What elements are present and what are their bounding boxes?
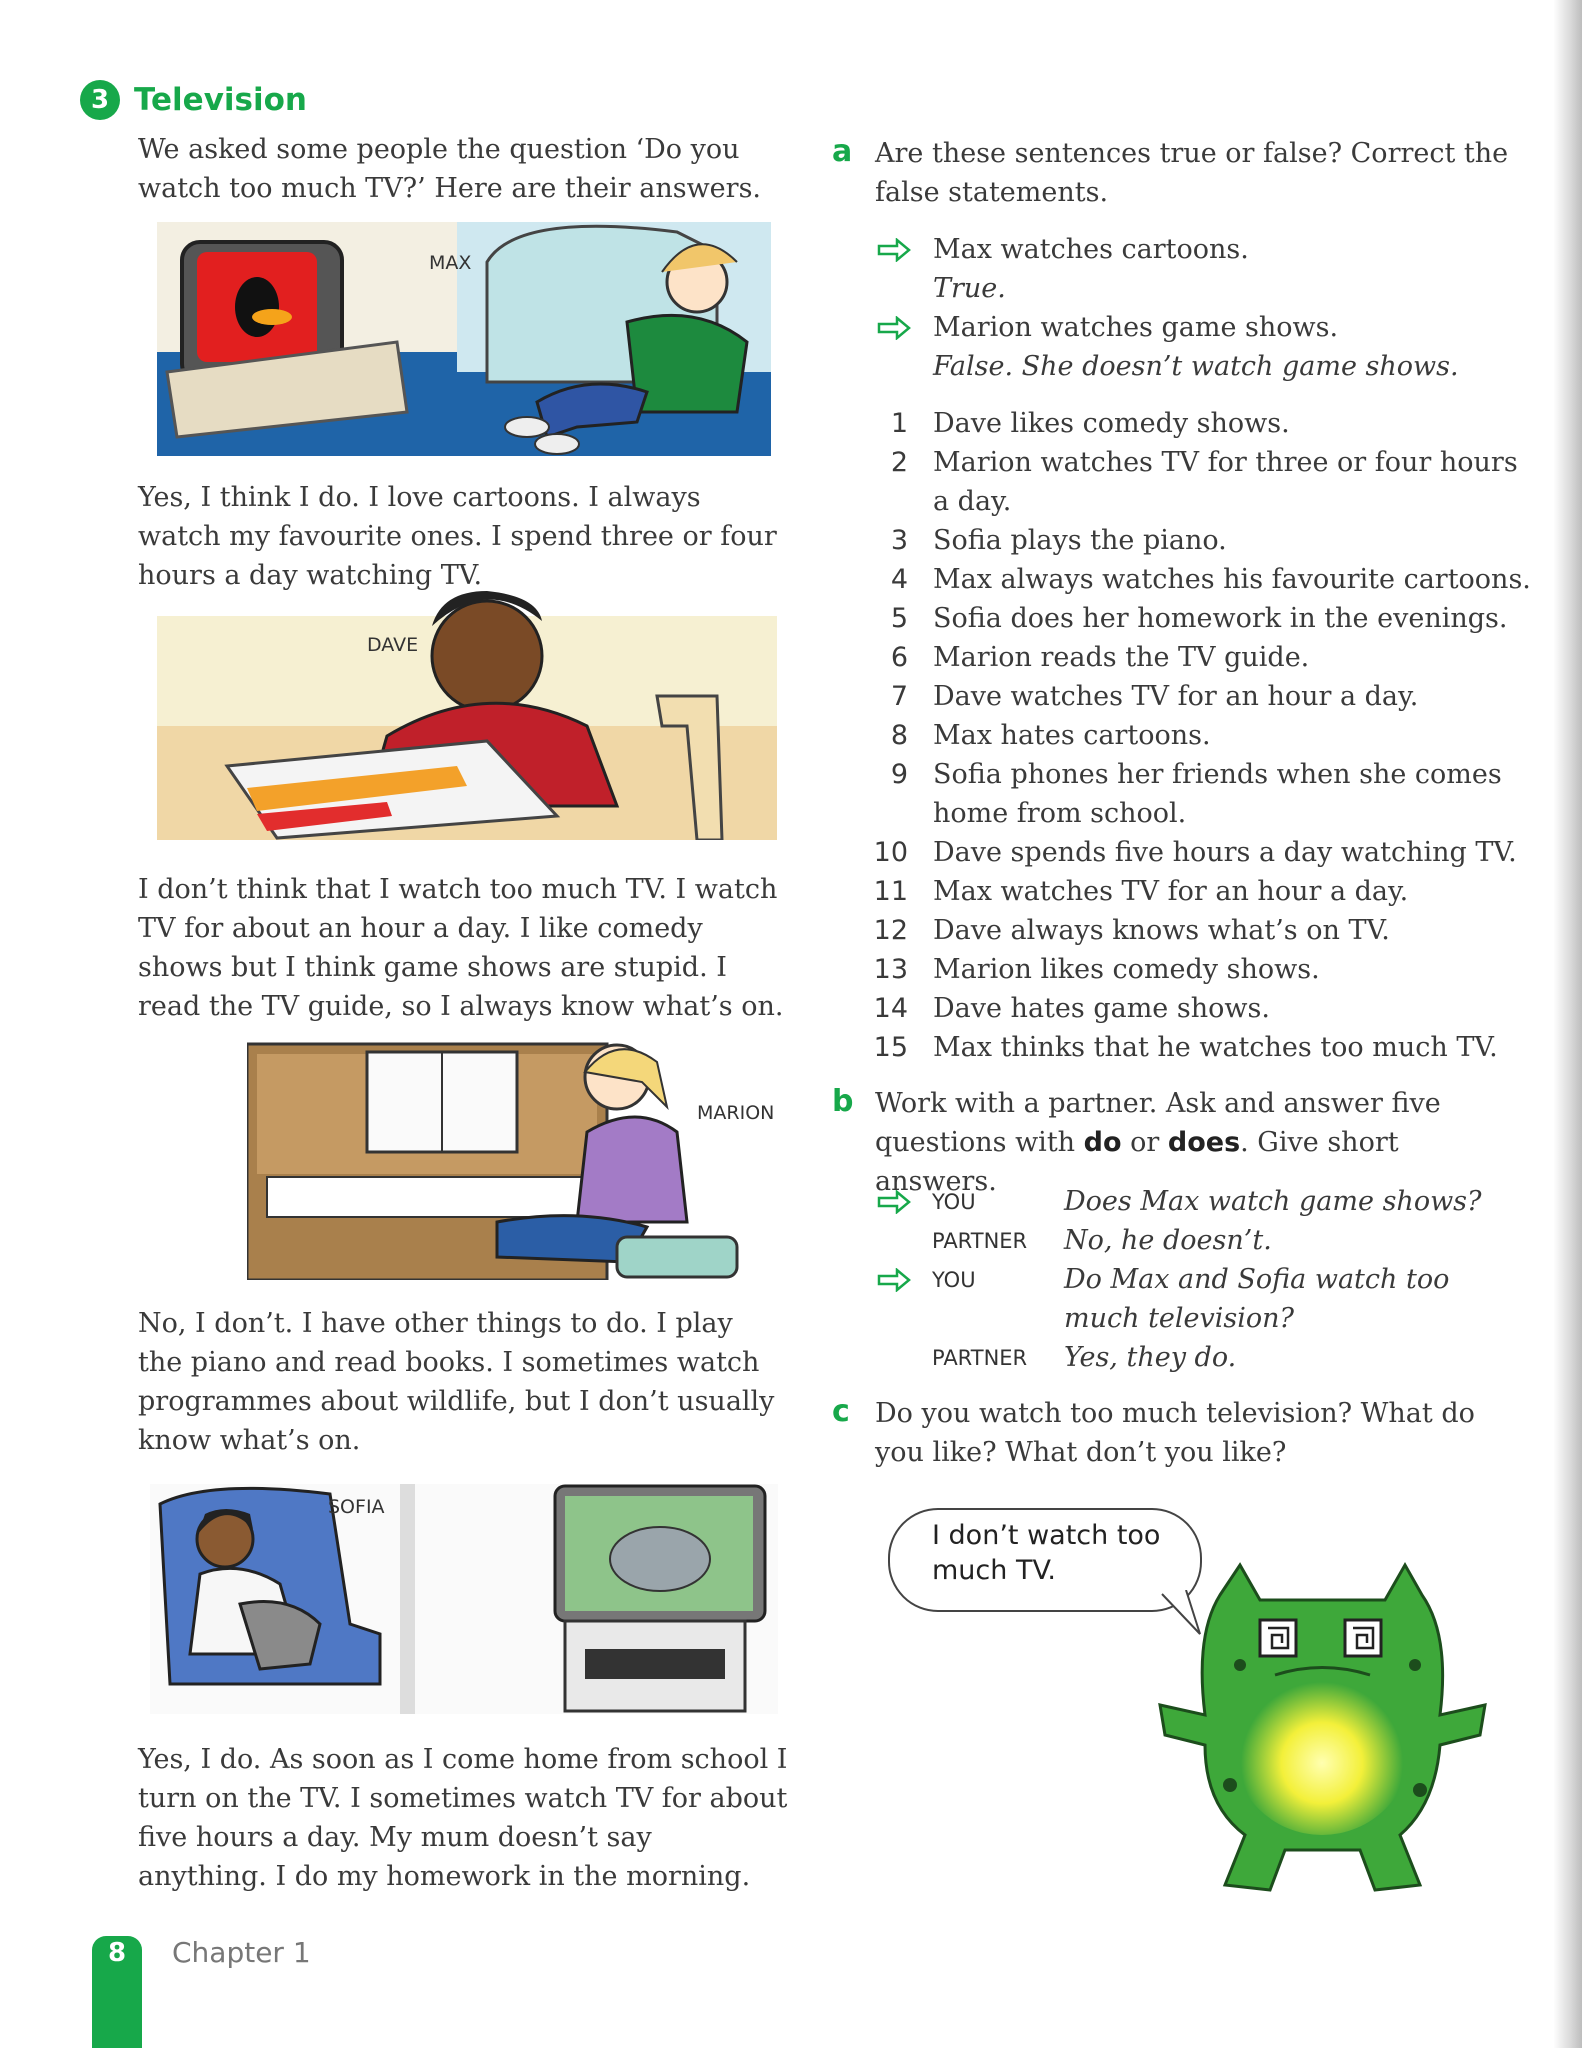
example-1-statement: Max watches cartoons. [933, 234, 1249, 265]
sofia-illustration [150, 1484, 778, 1714]
example-arrow-icon [877, 1190, 911, 1214]
list-item: Max always watches his favourite cartoons. [933, 564, 1531, 595]
item-number: 10 [873, 837, 908, 868]
section-title: Television [134, 82, 307, 118]
example-arrow-icon [877, 1268, 911, 1292]
list-item: Marion likes comedy shows. [933, 954, 1320, 985]
max-answer: Yes, I think I do. I love cartoons. I always watch my favourite ones. I spend three or four hours a day watching TV. [138, 482, 777, 591]
list-item: Dave likes comedy shows. [933, 408, 1290, 439]
intro-text: We asked some people the question ‘Do you watch too much TV?’ Here are their answers. [138, 134, 762, 204]
dave-name-label: DAVE [367, 634, 419, 656]
list-item: Max hates cartoons. [933, 720, 1211, 751]
instruction-text: Work with a partner. Ask and answer five questions with [875, 1088, 1441, 1158]
dialogue-line: Do Max and Sofia watch too much television? [1064, 1264, 1450, 1334]
list-item: Marion watches TV for three or four hours a day. [933, 447, 1518, 517]
marion-name-label: MARION [697, 1102, 775, 1124]
list-item: Max watches TV for an hour a day. [933, 876, 1409, 907]
section-number-badge: 3 [80, 80, 120, 120]
list-item: Dave always knows what’s on TV. [933, 915, 1390, 946]
dialogue-role: YOU [932, 1190, 976, 1214]
sofia-answer: Yes, I do. As soon as I come home from school I turn on the TV. I sometimes watch TV for about five hours a day. My mum doesn’t say anything. I do my homework in the morning. [138, 1744, 788, 1892]
dialogue-line: Yes, they do. [1064, 1342, 1237, 1373]
example-1-answer: True. [933, 273, 1006, 304]
example-2-statement: Marion watches game shows. [933, 312, 1339, 343]
list-item: Dave watches TV for an hour a day. [933, 681, 1419, 712]
item-number: 11 [873, 876, 908, 907]
instruction-text: or [1121, 1127, 1168, 1158]
exercise-b-letter: b [832, 1084, 854, 1119]
section-header [80, 80, 307, 120]
chapter-label: Chapter 1 [172, 1936, 311, 1969]
list-item: Sofia plays the piano. [933, 525, 1227, 556]
item-number: 9 [890, 759, 908, 790]
item-number: 14 [873, 993, 908, 1024]
max-name-label: MAX [429, 252, 472, 274]
item-number: 7 [890, 681, 908, 712]
item-number: 8 [890, 720, 908, 751]
list-item: Sofia phones her friends when she comes home from school. [933, 759, 1502, 829]
item-number: 4 [890, 564, 908, 595]
item-number: 13 [873, 954, 908, 985]
example-2-answer: False. She doesn’t watch game shows. [933, 351, 1459, 382]
exercise-c-instruction: Do you watch too much television? What do you like? What don’t you like? [875, 1398, 1475, 1468]
bold-keyword-do: do [1083, 1127, 1122, 1158]
item-number: 6 [890, 642, 908, 673]
dialogue-role: PARTNER [932, 1229, 1028, 1253]
list-item: Sofia does her homework in the evenings. [933, 603, 1508, 634]
exercise-a-instruction: Are these sentences true or false? Correct the false statements. [875, 138, 1509, 208]
item-number: 12 [873, 915, 908, 946]
item-number: 15 [873, 1032, 908, 1063]
exercise-c-letter: c [832, 1394, 850, 1429]
dialogue-role: PARTNER [932, 1346, 1028, 1370]
dialogue-line: No, he doesn’t. [1064, 1225, 1272, 1256]
page-number: 8 [107, 1938, 127, 1968]
exercise-a-letter: a [832, 134, 853, 169]
marion-answer: No, I don’t. I have other things to do. I play the piano and read books. I sometimes watch programmes about wildlife, but I don’t usually know what’s on. [138, 1308, 775, 1456]
list-item: Dave hates game shows. [933, 993, 1270, 1024]
marion-illustration [247, 1032, 787, 1280]
instruction-text: . Give short answers. [875, 1127, 1399, 1197]
example-arrow-icon [877, 316, 911, 340]
green-monster-illustration [1150, 1555, 1495, 1915]
example-arrow-icon [877, 238, 911, 262]
item-number: 1 [890, 408, 908, 439]
sofia-name-label: SOFIA [328, 1496, 385, 1518]
speech-bubble-text: I don’t watch too much TV. [932, 1520, 1161, 1586]
max-illustration [157, 222, 771, 456]
list-item: Dave spends five hours a day watching TV. [933, 837, 1517, 868]
dialogue-role: YOU [932, 1268, 976, 1292]
dave-answer: I don’t think that I watch too much TV. I watch TV for about an hour a day. I like comedy shows but I think game shows are stupid. I read the TV guide, so I always know what’s on. [138, 874, 784, 1022]
item-number: 5 [890, 603, 908, 634]
dialogue-line: Does Max watch game shows? [1064, 1186, 1482, 1217]
list-item: Max thinks that he watches too much TV. [933, 1032, 1498, 1063]
page-edge-shadow [1554, 0, 1582, 2048]
list-item: Marion reads the TV guide. [933, 642, 1310, 673]
item-number: 2 [890, 447, 908, 478]
dave-illustration [157, 576, 777, 840]
item-number: 3 [890, 525, 908, 556]
bold-keyword-does: does [1167, 1127, 1241, 1158]
